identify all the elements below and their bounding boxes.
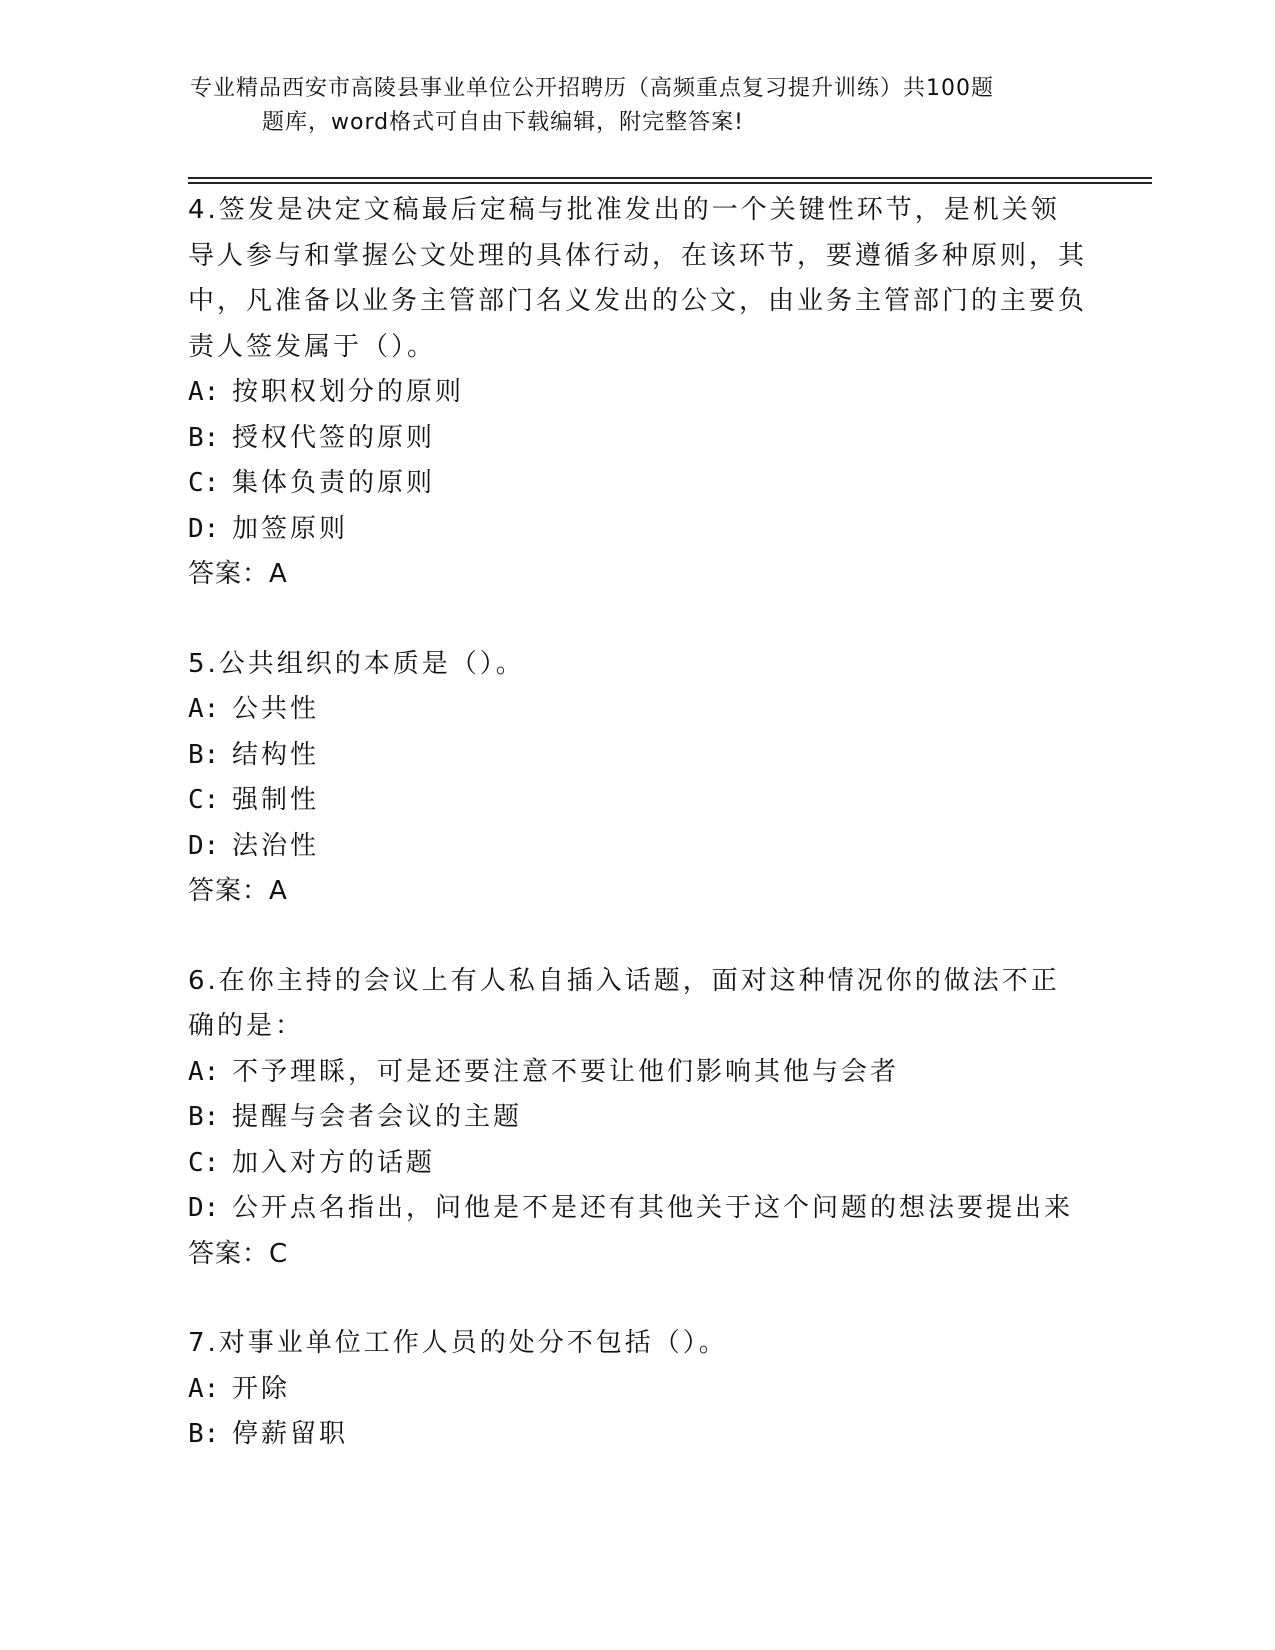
question-text: 5.公共组织的本质是（）。 [188, 648, 525, 679]
document-title [190, 72, 1070, 140]
option-text: 加签原则 [232, 513, 349, 544]
option-letter: A: [188, 1373, 220, 1404]
question-text: 7.对事业单位工作人员的处分不包括（）。 [188, 1328, 728, 1358]
option-text: 公共性 [232, 694, 320, 724]
option-letter: C: [188, 468, 220, 498]
option-a [188, 1367, 1088, 1413]
option-letter: A: [188, 1056, 220, 1087]
option-text: 结构性 [232, 739, 320, 770]
option-letter: A: [188, 694, 220, 724]
option-text: 授权代签的原则 [232, 422, 436, 453]
option-letter: D: [188, 1193, 220, 1223]
option-c [188, 461, 1088, 507]
option-c [188, 778, 1088, 824]
answer-label: 答案：A [188, 559, 288, 589]
option-a [188, 687, 1088, 733]
option-b [188, 1412, 1088, 1458]
question-5 [188, 642, 1088, 915]
option-text: 公开点名指出，问他是不是还有其他关于这个问题的想法要提出来 [232, 1193, 1074, 1223]
option-letter: C: [188, 785, 220, 815]
question-4 [188, 188, 1088, 598]
option-letter: C: [188, 1147, 220, 1178]
title-line-1: 专业精品西安市高陵县事业单位公开招聘历（高频重点复习提升训练）共100题 [190, 76, 994, 101]
option-letter: B: [188, 739, 220, 770]
option-text: 加入对方的话题 [232, 1147, 436, 1178]
option-a [188, 1050, 1088, 1096]
option-d [188, 1186, 1088, 1232]
option-text: 集体负责的原则 [232, 468, 436, 498]
option-letter: D: [188, 830, 220, 861]
question-7 [188, 1321, 1088, 1458]
header-divider-top [188, 177, 1152, 179]
question-list [188, 188, 1088, 1502]
question-text: 6.在你主持的会议上有人私自插入话题，面对这种情况你的做法不正确的是： [188, 965, 1060, 1041]
option-text: 按职权划分的原则 [232, 377, 465, 407]
option-text: 不予理睬，可是还要注意不要让他们影响其他与会者 [232, 1056, 900, 1087]
option-text: 停薪留职 [232, 1419, 349, 1449]
option-b [188, 1095, 1088, 1141]
question-text: 4.签发是决定文稿最后定稿与批准发出的一个关键性环节，是机关领导人参与和掌握公文处理的具体行动，在该环节，要遵循多种原则，其中，凡准备以业务主管部门名义发出的公文，由业务主管部门的主要负责人签发属于（）。 [188, 195, 1088, 362]
option-text: 法治性 [232, 830, 320, 861]
title-line-2: 题库，word格式可自由下载编辑，附完整答案! [262, 110, 744, 135]
option-letter: B: [188, 1102, 220, 1132]
option-c [188, 1141, 1088, 1187]
option-b [188, 416, 1088, 462]
option-letter: B: [188, 1419, 220, 1449]
option-text: 开除 [232, 1373, 291, 1404]
option-d [188, 507, 1088, 553]
option-b [188, 733, 1088, 779]
option-text: 提醒与会者会议的主题 [232, 1102, 523, 1132]
option-letter: D: [188, 513, 220, 544]
answer-label: 答案：C [188, 1238, 289, 1269]
option-letter: A: [188, 377, 220, 407]
header-divider-bottom [188, 182, 1152, 184]
option-letter: B: [188, 422, 220, 453]
question-6 [188, 959, 1088, 1278]
option-d [188, 824, 1088, 870]
answer-label: 答案：A [188, 876, 288, 906]
option-a [188, 370, 1088, 416]
option-text: 强制性 [232, 785, 320, 815]
